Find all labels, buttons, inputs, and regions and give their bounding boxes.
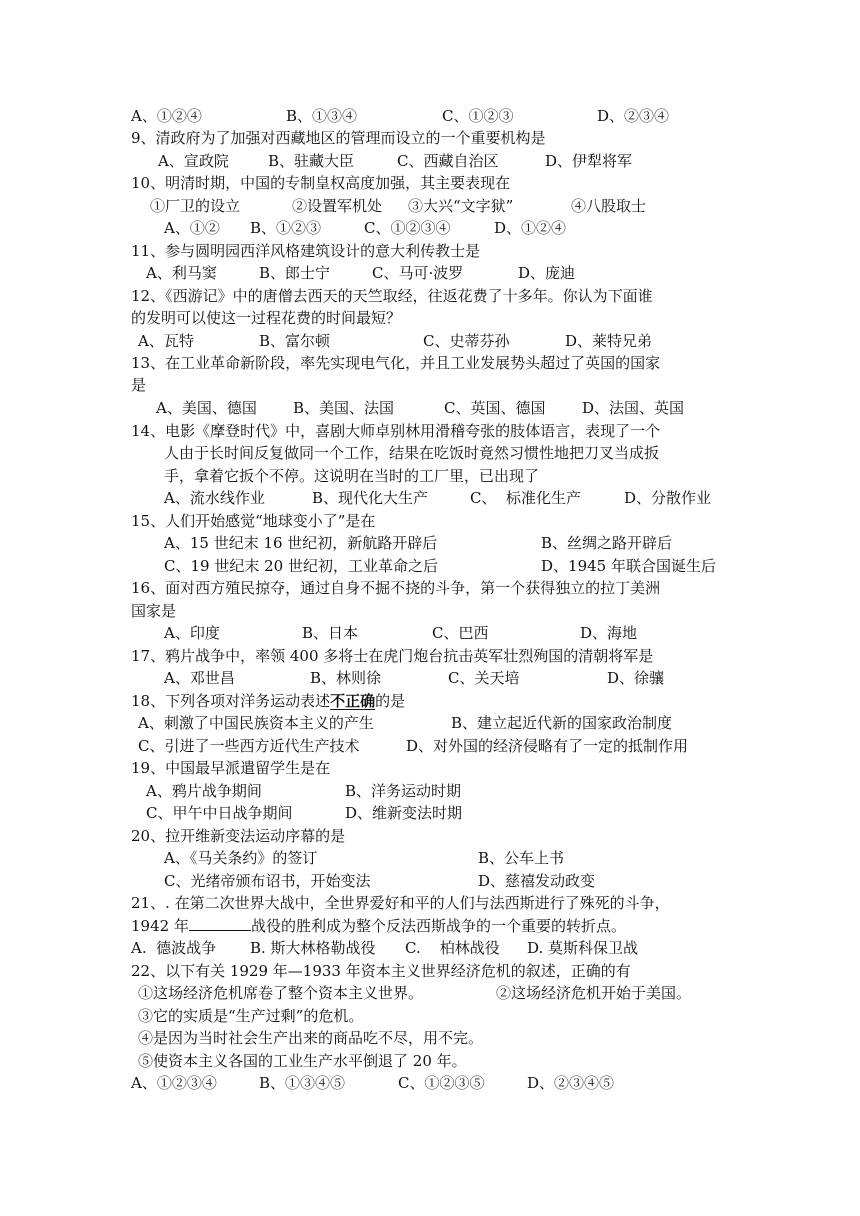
q8-option-a: A、①②④: [131, 107, 202, 125]
q21-stem-line1: 21、. 在第二次世界大战中，全世界爱好和平的人们与法西斯进行了殊死的斗争，: [131, 894, 670, 912]
q19-option-a: A、鸦片战争期间: [146, 782, 262, 800]
q18-option-a: A、刺激了中国民族资本主义的产生: [138, 714, 374, 732]
q10-option-d: D、①②④: [494, 219, 567, 237]
q18-option-c: C、引进了一些西方近代生产技术: [138, 737, 360, 755]
q21-stem-pre: 1942 年: [131, 917, 189, 935]
q13-option-c: C、英国、德国: [444, 399, 546, 417]
q8-option-c: C、①②③: [442, 107, 514, 125]
q16-option-b: B、日本: [302, 624, 359, 642]
q18-stem-post: 的是: [375, 692, 406, 710]
q13-option-d: D、法国、英国: [582, 399, 685, 417]
q22-option-d: D、②③④⑤: [527, 1074, 615, 1092]
q10-item-4: ④八股取士: [571, 197, 647, 215]
q9-option-d: D、伊犁将军: [545, 152, 633, 170]
q21-option-c: C. 柏林战役: [405, 939, 500, 957]
q11-option-d: D、庞迪: [518, 264, 576, 282]
q15-stem: 15、人们开始感觉“地球变小了”是在: [131, 512, 376, 530]
q20-option-d: D、慈禧发动政变: [478, 872, 596, 890]
q17-option-b: B、林则徐: [310, 669, 382, 687]
q11-option-c: C、马可·波罗: [372, 264, 464, 282]
q15-option-b: B、丝绸之路开辟后: [541, 534, 673, 552]
q10-item-1: ①厂卫的设立: [150, 197, 241, 215]
q14-stem-line3: 手，拿着它扳个不停。这说明在当时的工厂里，已出现了: [164, 467, 540, 485]
q12-option-d: D、莱特兄弟: [565, 332, 653, 350]
q17-stem: 17、鸦片战争中，率领 400 多将士在虎门炮台抗击英军壮烈殉国的清朝将军是: [131, 647, 654, 665]
q9-stem: 9、清政府为了加强对西藏地区的管理而设立的一个重要机构是: [131, 129, 546, 147]
q16-option-c: C、巴西: [432, 624, 489, 642]
q10-option-b: B、①②③: [250, 219, 322, 237]
q9-option-b: B、驻藏大臣: [268, 152, 355, 170]
q13-option-a: A、美国、德国: [156, 399, 257, 417]
q14-stem-line2: 人由于长时间反复做同一个工作，结果在吃饭时竟然习惯性地把刀叉当成扳: [164, 444, 660, 462]
q11-stem: 11、参与圆明园西洋风格建筑设计的意大利传教士是: [131, 242, 481, 260]
q12-option-a: A、瓦特: [138, 332, 194, 350]
q21-fill-blank: [189, 916, 251, 931]
q12-option-c: C、史蒂芬孙: [423, 332, 510, 350]
q15-option-c: C、19 世纪末 20 世纪初，工业革命之后: [164, 557, 438, 575]
q11-option-b: B、郎士宁: [259, 264, 331, 282]
q10-stem: 10、明清时期，中国的专制皇权高度加强，其主要表现在: [131, 174, 511, 192]
q12-stem-line2: 的发明可以使这一过程花费的时间最短？: [131, 309, 402, 327]
q13-stem-line1: 13、在工业革命新阶段，率先实现电气化，并且工业发展势头超过了英国的国家: [131, 354, 661, 372]
q20-option-b: B、公车上书: [478, 849, 565, 867]
q8-option-d: D、②③④: [597, 107, 670, 125]
q15-option-d: D、1945 年联合国诞生后: [541, 557, 716, 575]
q22-stem: 22、以下有关 1929 年—1933 年资本主义世界经济危机的叙述，正确的有: [131, 962, 631, 980]
q22-statement-4: ④是因为当时社会生产出来的商品吃不尽，用不完。: [138, 1029, 484, 1047]
q21-option-b: B. 斯大林格勒战役: [250, 939, 376, 957]
q14-option-a: A、流水线作业: [164, 489, 265, 507]
q20-stem: 20、拉开维新变法运动序幕的是: [131, 827, 346, 845]
q16-option-d: D、海地: [580, 624, 638, 642]
q22-option-c: C、①②③⑤: [398, 1074, 485, 1092]
q19-stem: 19、中国最早派遣留学生是在: [131, 759, 331, 777]
q22-statement-5: ⑤使资本主义各国的工业生产水平倒退了 20 年。: [138, 1052, 467, 1070]
q9-option-c: C、西藏自治区: [397, 152, 499, 170]
q22-statement-2: ②这场经济危机开始于美国。: [496, 984, 692, 1002]
q14-option-d: D、分散作业: [624, 489, 712, 507]
q18-stem-emphasis: 不正确: [330, 692, 376, 710]
q21-stem-post: 战役的胜利成为整个反法西斯战争的一个重要的转折点。: [250, 917, 626, 935]
q18-option-b: B、建立起近代新的国家政治制度: [451, 714, 673, 732]
q17-option-a: A、邓世昌: [164, 669, 235, 687]
q19-option-d: D、维新变法时期: [345, 804, 463, 822]
q10-item-3: ③大兴“文字狱”: [408, 197, 514, 215]
q16-option-a: A、印度: [164, 624, 220, 642]
q13-stem-line2: 是: [131, 376, 147, 394]
q13-option-b: B、美国、法国: [293, 399, 395, 417]
q21-option-d: D. 莫斯科保卫战: [527, 939, 639, 957]
q18-stem-pre: 18、下列各项对洋务运动表述: [131, 692, 331, 710]
q18-option-d: D、对外国的经济侵略有了一定的抵制作用: [406, 737, 689, 755]
q22-option-b: B、①③④⑤: [259, 1074, 346, 1092]
q20-option-c: C、光绪帝颁布诏书，开始变法: [164, 872, 371, 890]
q17-option-c: C、关天培: [448, 669, 520, 687]
q16-stem-line1: 16、面对西方殖民掠夺，通过自身不掘不挠的斗争，第一个获得独立的拉丁美洲: [131, 579, 661, 597]
q19-option-c: C、甲午中日战争期间: [146, 804, 293, 822]
q16-stem-line2: 国家是: [131, 602, 177, 620]
q21-option-a: A. 德波战争: [131, 939, 217, 957]
q10-item-2: ②设置军机处: [292, 197, 383, 215]
q22-statement-1: ①这场经济危机席卷了整个资本主义世界。: [138, 984, 424, 1002]
q12-stem-line1: 12、《西游记》中的唐僧去西天的天竺取经，往返花费了十多年。你认为下面谁: [131, 287, 653, 305]
q9-option-a: A、宣政院: [158, 152, 229, 170]
q22-option-a: A、①②③④: [131, 1074, 217, 1092]
q10-option-c: C、①②③④: [364, 219, 451, 237]
q14-stem-line1: 14、电影《摩登时代》中，喜剧大师卓别林用滑稽夸张的肢体语言，表现了一个: [131, 422, 661, 440]
q17-option-d: D、徐骧: [607, 669, 665, 687]
q11-option-a: A、利马窦: [146, 264, 217, 282]
q19-option-b: B、洋务运动时期: [345, 782, 462, 800]
q10-option-a: A、①②: [164, 219, 220, 237]
q22-statement-3: ③它的实质是“生产过剩”的危机。: [138, 1007, 364, 1025]
q18-stem: [131, 690, 405, 712]
q15-option-a: A、15 世纪末 16 世纪初，新航路开辟后: [164, 534, 438, 552]
q12-option-b: B、富尔顿: [259, 332, 331, 350]
q20-option-a: A、《马关条约》的签订: [164, 849, 318, 867]
q14-option-b: B、现代化大生产: [312, 489, 429, 507]
q21-stem-line2: [131, 915, 626, 937]
q14-option-c: C、 标准化生产: [470, 489, 582, 507]
q8-option-b: B、①③④: [286, 107, 358, 125]
